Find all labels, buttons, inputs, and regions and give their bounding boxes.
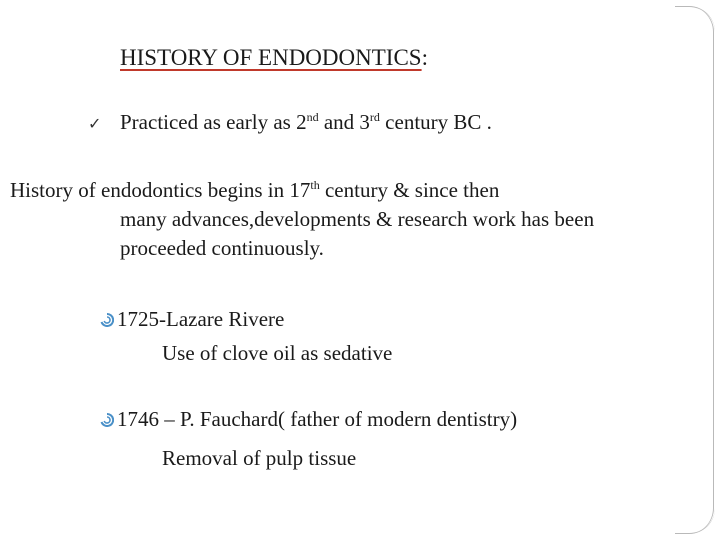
- item-heading-2: 1746 – P. Fauchard( father of modern dentistry): [117, 407, 518, 431]
- item-heading-1: 1725-Lazare Rivere: [117, 307, 285, 331]
- paragraph-line-2: many advances,developments & research work has been: [120, 207, 595, 231]
- check-bullet-text: Practiced as early as 2nd and 3rd century BC .: [120, 110, 492, 134]
- swirl-bullet-icon: [100, 413, 114, 427]
- slide-frame: [4, 6, 714, 534]
- item-detail-2: Removal of pulp tissue: [162, 446, 357, 470]
- checkmark-icon: ✓: [88, 116, 102, 133]
- swirl-bullet-icon: [100, 313, 114, 327]
- slide-title: HISTORY OF ENDODONTICS:: [120, 45, 428, 70]
- paragraph-line-1: History of endodontics begins in 17th century & since then: [10, 178, 500, 202]
- paragraph-line-3: proceeded continuously.: [120, 236, 324, 260]
- item-detail-1: Use of clove oil as sedative: [162, 341, 393, 365]
